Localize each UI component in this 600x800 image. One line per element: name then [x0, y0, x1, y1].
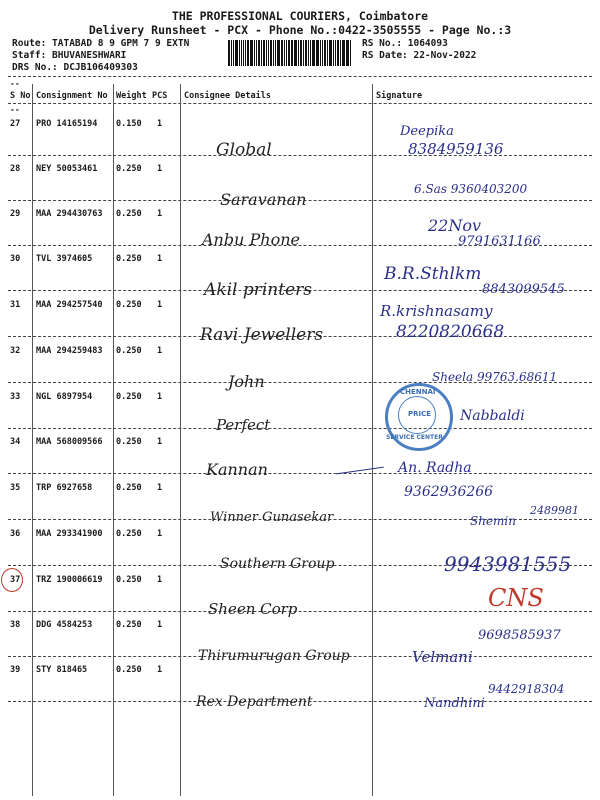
top-marker: --	[10, 79, 20, 88]
consignee-hand-8: Kannan	[206, 460, 268, 479]
row-pcs: 1	[157, 620, 163, 630]
row-consignment-no: MAA 294257540	[36, 300, 103, 310]
signature-hand-5: 9791631166	[458, 234, 541, 249]
row-sno: 34	[10, 437, 21, 447]
col-pcs: PCS	[152, 91, 168, 101]
stamp-text-middle: PRICE	[408, 410, 432, 418]
row-divider	[8, 428, 592, 429]
row-consignment-no: DDG 4584253	[36, 620, 93, 630]
row-consignment-no: TRZ 190006619	[36, 575, 103, 585]
row-pcs: 1	[157, 529, 163, 539]
signature-hand-9: 8220820668	[396, 322, 505, 342]
row-weight: 0.250	[116, 254, 142, 264]
row-consignment-no: NEY 50053461	[36, 164, 98, 174]
row-consignment-no: STY 818465	[36, 665, 88, 675]
row-weight: 0.250	[116, 392, 142, 402]
signature-hand-14: 2489981	[530, 504, 579, 517]
consignee-hand-12: Thirumurugan Group	[198, 648, 350, 664]
signature-hand-12: An. Radha	[398, 460, 472, 476]
row-sno: 33	[10, 392, 21, 402]
row-sno: 29	[10, 209, 21, 219]
grid-line	[180, 84, 181, 796]
row-sno: 28	[10, 164, 21, 174]
row-consignment-no: PRO 14165194	[36, 119, 98, 129]
signature-hand-21: Nandhini	[424, 696, 485, 711]
consignee-hand-7: Perfect	[216, 416, 271, 434]
row-pcs: 1	[157, 575, 163, 585]
route-label: Route: TATABAD 8 9 GPM 7 9 EXTN	[12, 38, 190, 49]
row-weight: 0.250	[116, 483, 142, 493]
signature-hand-17: CNS	[488, 584, 544, 612]
document-subtitle: Delivery Runsheet - PCX - Phone No.:0422-3505555 - Page No.:3	[88, 23, 512, 37]
document-title: THE PROFESSIONAL COURIERS, Coimbatore	[171, 9, 429, 23]
signature-hand-13: 9362936266	[404, 484, 494, 500]
row-weight: 0.250	[116, 575, 142, 585]
signature-hand-16: 9943981555	[444, 552, 572, 576]
row-consignment-no: TVL 3974605	[36, 254, 93, 264]
signature-hand-20: 9442918304	[488, 682, 565, 696]
row-pcs: 1	[157, 346, 163, 356]
row-pcs: 1	[157, 665, 163, 675]
header-divider	[8, 76, 592, 77]
row-pcs: 1	[157, 254, 163, 264]
row-sno: 37	[10, 575, 21, 585]
row-37-circle-mark	[1, 568, 23, 592]
row-consignment-no: NGL 6897954	[36, 392, 93, 402]
row-consignment-no: MAA 294430763	[36, 209, 103, 219]
drs-number: DRS No.: DCJB106409303	[12, 62, 138, 73]
row-weight: 0.250	[116, 665, 142, 675]
row-weight: 0.250	[116, 437, 142, 447]
row-sno: 30	[10, 254, 21, 264]
row-sno: 38	[10, 620, 21, 630]
row-weight: 0.250	[116, 209, 142, 219]
col-signature: Signature	[376, 91, 423, 101]
signature-hand-18: 9698585937	[478, 628, 561, 643]
row-weight: 0.150	[116, 119, 142, 129]
row-weight: 0.250	[116, 529, 142, 539]
signature-hand-4: 22Nov	[428, 216, 482, 235]
row-pcs: 1	[157, 437, 163, 447]
consignee-hand-10: Southern Group	[220, 556, 335, 572]
row-consignment-no: MAA 293341900	[36, 529, 103, 539]
staff-label: Staff: BHUVANESHWARI	[12, 50, 127, 61]
stamp-text-top: CHENNAI	[400, 388, 436, 396]
row-consignment-no: MAA 294259483	[36, 346, 103, 356]
grid-line	[372, 84, 373, 796]
row-weight: 0.250	[116, 620, 142, 630]
col-consignee: Consignee Details	[184, 91, 271, 101]
signature-hand-11: Nabbaldi	[460, 408, 525, 424]
row-divider	[8, 473, 592, 474]
row-consignment-no: TRP 6927658	[36, 483, 93, 493]
row-sno: 39	[10, 665, 21, 675]
row-pcs: 1	[157, 164, 163, 174]
consignee-hand-2: Saravanan	[220, 190, 307, 209]
row-sno: 27	[10, 119, 21, 129]
consignee-hand-4: Akil printers	[204, 280, 312, 300]
row-sno: 32	[10, 346, 21, 356]
row-pcs: 1	[157, 209, 163, 219]
column-divider	[8, 103, 592, 104]
barcode-icon	[228, 40, 352, 66]
signature-hand-6: B.R.Sthlkm	[384, 264, 482, 284]
signature-hand-7: 8843099545	[482, 282, 565, 297]
row-pcs: 1	[157, 300, 163, 310]
signature-hand-19: Velmani	[412, 648, 473, 666]
rs-number: RS No.: 1064093	[362, 38, 448, 49]
grid-line	[32, 84, 33, 796]
row-weight: 0.250	[116, 164, 142, 174]
grid-line	[113, 84, 114, 796]
signature-hand-15: Shemin	[470, 514, 516, 528]
company-stamp	[385, 383, 453, 451]
row-weight: 0.250	[116, 346, 142, 356]
row-pcs: 1	[157, 483, 163, 493]
signature-hand-10: Sheela 99763.68611	[432, 370, 558, 384]
col-weight: Weight	[116, 91, 147, 101]
row-pcs: 1	[157, 392, 163, 402]
consignee-hand-13: Rex Department	[196, 694, 313, 710]
row-sno: 36	[10, 529, 21, 539]
row-sno: 31	[10, 300, 21, 310]
consignee-hand-6: John	[228, 372, 265, 391]
row-consignment-no: MAA 568009566	[36, 437, 103, 447]
row-marker: --	[10, 105, 20, 114]
consignee-hand-9: Winner Gunasekar	[210, 510, 334, 525]
consignee-hand-3: Anbu Phone	[202, 230, 300, 249]
signature-hand-1: Deepika	[400, 124, 454, 139]
signature-hand-8: R.krishnasamy	[380, 302, 493, 320]
row-weight: 0.250	[116, 300, 142, 310]
rs-date: RS Date: 22-Nov-2022	[362, 50, 477, 61]
stamp-text-bottom: SERVICE CENTER	[386, 434, 443, 441]
col-sno: S No	[10, 91, 31, 101]
row-pcs: 1	[157, 119, 163, 129]
signature-hand-2: 8384959136	[408, 140, 504, 158]
consignee-hand-11: Sheen Corp	[208, 600, 298, 618]
row-sno: 35	[10, 483, 21, 493]
consignee-hand-1: Global	[216, 140, 272, 160]
col-consignment: Consignment No	[36, 91, 108, 101]
signature-hand-3: 6.Sas 9360403200	[414, 182, 528, 196]
consignee-hand-5: Ravi Jewellers	[200, 325, 324, 345]
row-divider	[8, 155, 592, 156]
